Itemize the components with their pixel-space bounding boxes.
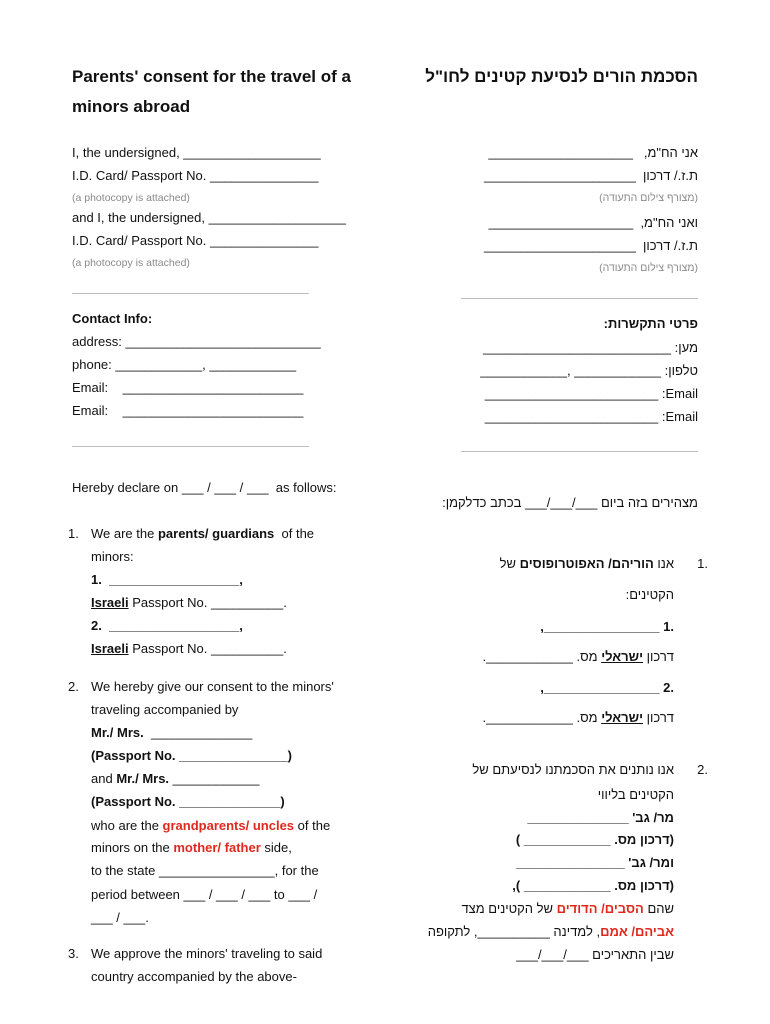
- item-1-minors-he: הקטינים:: [625, 587, 674, 602]
- undersigned-1-field[interactable]: I, the undersigned, ___________________: [72, 145, 321, 160]
- item-2-line1-he: אנו נותנים את הסכמתנו לנסיעתם של: [472, 762, 674, 777]
- signature-line-he-2: [461, 451, 698, 452]
- item-3-line2-en: country accompanied by the above-: [91, 969, 297, 984]
- item-3-line1-en: We approve the minors' traveling to said: [91, 946, 323, 961]
- undersigned-2-field[interactable]: and I, the undersigned, ___________________: [72, 210, 346, 225]
- companion-2-passport-en[interactable]: (Passport No. ______________): [91, 794, 285, 809]
- companion-1-passport-he[interactable]: (דרכון מס. ____________ ): [515, 832, 674, 847]
- minor-2-field-he[interactable]: .2 ________________,: [540, 680, 674, 695]
- address-field-he[interactable]: מען: __________________________: [483, 340, 698, 355]
- item-1-line1-en: We are the parents/ guardians of the: [91, 526, 315, 541]
- undersigned-1-field-he[interactable]: אני הח"מ, ____________________: [488, 145, 698, 160]
- companion-1-field-en[interactable]: Mr./ Mrs. ______________: [91, 725, 253, 740]
- phone-field-he[interactable]: טלפון: ____________ ,____________: [480, 363, 698, 378]
- item-1-number-en: 1.: [68, 526, 79, 541]
- item-2-number-he: .2: [697, 762, 708, 777]
- side-line-en: minors on the mother/ father side,: [91, 840, 292, 855]
- photocopy-note-2-he: (מצורף צילום התעודה): [599, 262, 698, 274]
- minor-2-passport-he[interactable]: דרכון ישראלי מס. ____________.: [482, 710, 674, 725]
- title-en-line2: minors abroad: [72, 97, 191, 116]
- minor-1-field-en[interactable]: 1. __________________,: [91, 572, 243, 587]
- signature-line-en-1: [72, 293, 309, 294]
- relation-line-he: שהם הסבים/ הדודים של הקטינים מצד: [461, 901, 674, 916]
- undersigned-2-field-he[interactable]: ואני הח"מ, ____________________: [488, 215, 698, 230]
- declare-line-en[interactable]: Hereby declare on ___ / ___ / ___ as follows:: [72, 480, 337, 495]
- photocopy-note-2: (a photocopy is attached): [72, 257, 190, 269]
- id-1-field[interactable]: I.D. Card/ Passport No. _______________: [72, 168, 319, 183]
- email-1-field-en[interactable]: Email: _________________________: [72, 380, 304, 395]
- phone-field-en[interactable]: phone: ____________, ____________: [72, 357, 297, 372]
- minor-2-passport-en[interactable]: Israeli Passport No. __________.: [91, 641, 287, 656]
- companion-2-passport-he[interactable]: (דרכון מס. ____________ ),: [512, 878, 674, 893]
- photocopy-note-1: (a photocopy is attached): [72, 192, 190, 204]
- period-end-field-en[interactable]: ___ / ___.: [91, 910, 149, 925]
- minor-1-field-he[interactable]: .1 ________________,: [540, 619, 674, 634]
- id-2-field[interactable]: I.D. Card/ Passport No. _______________: [72, 233, 319, 248]
- companion-1-field-he[interactable]: מר/ גב' ______________: [527, 810, 674, 825]
- title-en-line1: Parents' consent for the travel of a: [72, 67, 351, 86]
- declare-line-he[interactable]: מצהירים בזה ביום ___/___/___ בכתב כדלקמן:: [442, 495, 698, 510]
- state-field-en[interactable]: to the state ________________, for the: [91, 863, 319, 878]
- id-2-field-he[interactable]: ת.ז./ דרכון _____________________: [483, 238, 698, 253]
- email-2-field-en[interactable]: Email: _________________________: [72, 403, 304, 418]
- id-1-field-he[interactable]: ת.ז./ דרכון _____________________: [483, 168, 698, 183]
- item-2-number-en: 2.: [68, 679, 79, 694]
- item-1-number-he: .1: [697, 556, 708, 571]
- period-field-en[interactable]: period between ___ / ___ / ___ to ___ /: [91, 887, 318, 902]
- item-1-line1-he: אנו הוריהם/ האפוטרופוסים של: [499, 556, 674, 571]
- dates-field-he[interactable]: שבין התאריכים ___/___/___: [516, 947, 674, 962]
- contact-title-he: פרטי התקשרות:: [603, 316, 698, 331]
- signature-line-he-1: [461, 298, 698, 299]
- signature-line-en-2: [72, 446, 309, 447]
- title-he: הסכמת הורים לנסיעת קטינים לחו"ל: [425, 67, 698, 86]
- item-2-line2-he: הקטינים בליווי: [597, 787, 674, 802]
- item-1-minors-en: minors:: [91, 549, 134, 564]
- item-2-line1-en: We hereby give our consent to the minors': [91, 679, 334, 694]
- email-2-field-he[interactable]: Email: ________________________: [484, 409, 698, 424]
- state-line-he[interactable]: אביהם/ אמם, למדינה __________, לתקופה: [427, 924, 674, 939]
- email-1-field-he[interactable]: Email: ________________________: [484, 386, 698, 401]
- minor-2-field-en[interactable]: 2. __________________,: [91, 618, 243, 633]
- companion-2-field-en[interactable]: and Mr./ Mrs. ____________: [91, 771, 260, 786]
- photocopy-note-1-he: (מצורף צילום התעודה): [599, 192, 698, 204]
- contact-title-en: Contact Info:: [72, 311, 153, 326]
- relation-line-en: who are the grandparents/ uncles of the: [91, 818, 331, 833]
- minor-1-passport-he[interactable]: דרכון ישראלי מס. ____________.: [482, 649, 674, 664]
- item-2-line2-en: traveling accompanied by: [91, 702, 239, 717]
- companion-2-field-he[interactable]: ומר/ גב' _______________: [516, 855, 674, 870]
- companion-1-passport-en[interactable]: (Passport No. _______________): [91, 748, 292, 763]
- address-field-en[interactable]: address: ___________________________: [72, 334, 321, 349]
- minor-1-passport-en[interactable]: Israeli Passport No. __________.: [91, 595, 287, 610]
- item-3-number-en: 3.: [68, 946, 79, 961]
